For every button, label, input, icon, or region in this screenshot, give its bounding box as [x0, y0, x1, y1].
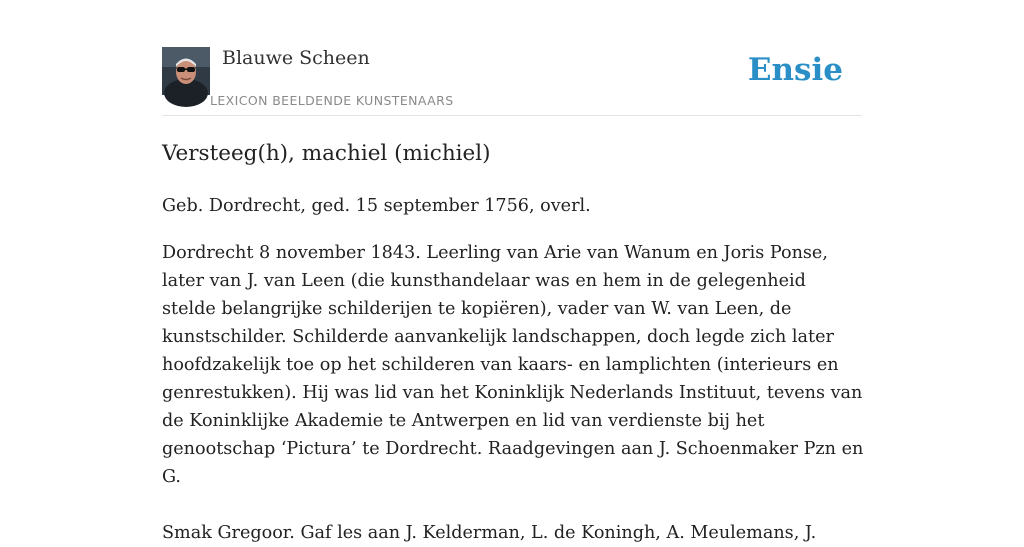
article-paragraph: Geb. Dordrecht, ged. 15 september 1756, overl.	[162, 196, 591, 216]
avatar-photo-icon	[162, 47, 210, 95]
article-paragraph: Dordrecht 8 november 1843. Leerling van Arie van Wanum en Joris Ponse, later van J. van Leen (die kunsthandelaar was en hem in de gelegenheid stelde belangrijke schilderijen te kopiëren), vader van W. van Leen, de kunstschilder. Schilderde aanvankelijk landschappen, doch legde zich later hoofdzakelijk toe op het schilderen van kaars- en lamplichten (interieurs en genrestukken). Hij was lid van het Koninklijk Nederlands Instituut, tevens van de Koninklijke Akademie te Antwerpen en lid van verdienste bij het genootschap ‘Pictura’ te Dordrecht. Raadgevingen aan J. Schoenmaker Pzn en G.	[162, 243, 864, 487]
article-paragraph: Smak Gregoor. Gaf les aan J. Kelderman, L. de Koningh, A. Meulemans, J.	[162, 523, 817, 543]
author-name[interactable]: Blauwe Scheen	[222, 47, 370, 69]
article-body	[162, 192, 865, 547]
brand-logo[interactable]: Ensie	[747, 52, 843, 88]
header-divider	[162, 115, 862, 116]
category-label[interactable]: LEXICON BEELDENDE KUNSTENAARS	[210, 93, 454, 108]
author-avatar[interactable]	[162, 47, 210, 95]
article-title: Versteeg(h), machiel (michiel)	[162, 141, 491, 166]
